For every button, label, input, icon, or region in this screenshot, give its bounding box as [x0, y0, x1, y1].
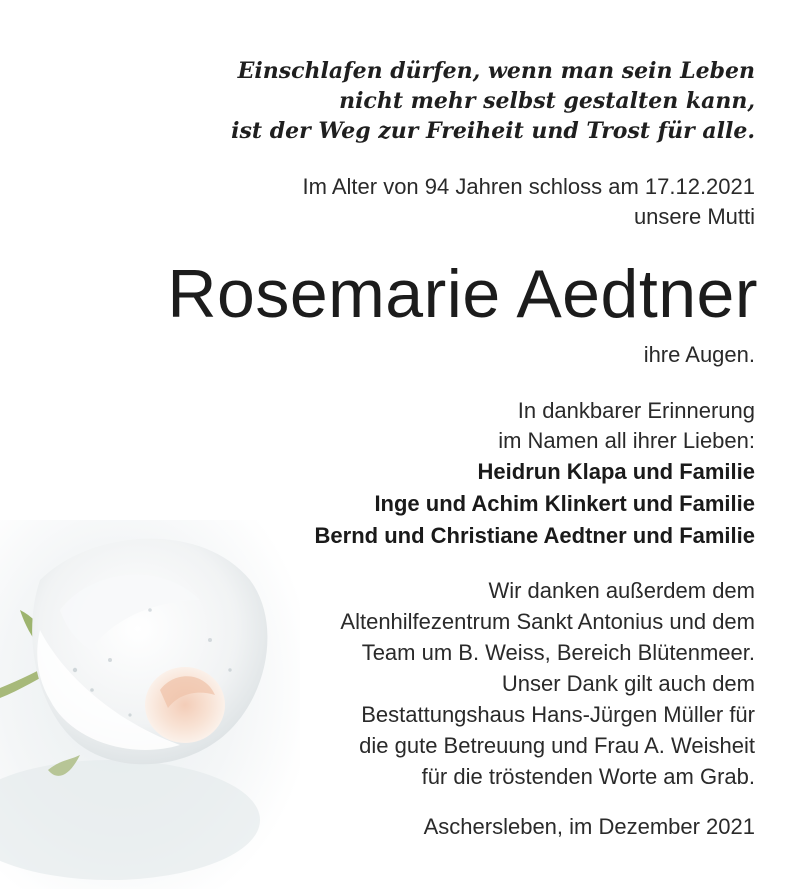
mourners-list: [315, 456, 755, 552]
mourner-family: Heidrun Klapa und Familie: [477, 459, 755, 484]
death-announcement: [303, 172, 755, 232]
acknowledgement-line: für die tröstenden Worte am Grab.: [421, 764, 755, 789]
acknowledgement-line: Unser Dank gilt auch dem: [501, 671, 755, 696]
acknowledgements: [340, 575, 755, 792]
closing-phrase-text: ihre Augen.: [643, 342, 755, 367]
place-date-text: Aschersleben, im Dezember 2021: [423, 814, 755, 839]
quote-line: Einschlafen dürfen, wenn man sein Leben: [237, 58, 755, 84]
remembrance-line: im Namen all ihrer Lieben:: [498, 428, 755, 453]
mourner-family: Bernd und Christiane Aedtner und Familie: [314, 523, 755, 548]
acknowledgement-line: Bestattungshaus Hans-Jürgen Müller für: [361, 702, 755, 727]
remembrance-text: [498, 396, 755, 456]
mourner-family: Inge und Achim Klinkert und Familie: [374, 491, 755, 516]
announcement-line: unsere Mutti: [633, 204, 755, 229]
quote-line: nicht mehr selbst gestalten kann,: [339, 88, 755, 114]
white-rose-image: [0, 520, 300, 889]
deceased-name: Rosemarie Aedtner: [167, 256, 758, 332]
acknowledgement-line: die gute Betreuung und Frau A. Weisheit: [359, 733, 755, 758]
remembrance-line: In dankbarer Erinnerung: [517, 398, 755, 423]
quote-line: ist der Weg zur Freiheit und Trost für alle.: [231, 118, 755, 144]
opening-quote: [231, 56, 755, 146]
acknowledgement-line: Wir danken außerdem dem: [488, 578, 755, 603]
place-and-date: [424, 812, 755, 842]
acknowledgement-line: Team um B. Weiss, Bereich Blütenmeer.: [361, 640, 755, 665]
announcement-line: Im Alter von 94 Jahren schloss am 17.12.2021: [302, 174, 755, 199]
closing-phrase: [644, 340, 755, 370]
acknowledgement-line: Altenhilfezentrum Sankt Antonius und dem: [340, 609, 755, 634]
